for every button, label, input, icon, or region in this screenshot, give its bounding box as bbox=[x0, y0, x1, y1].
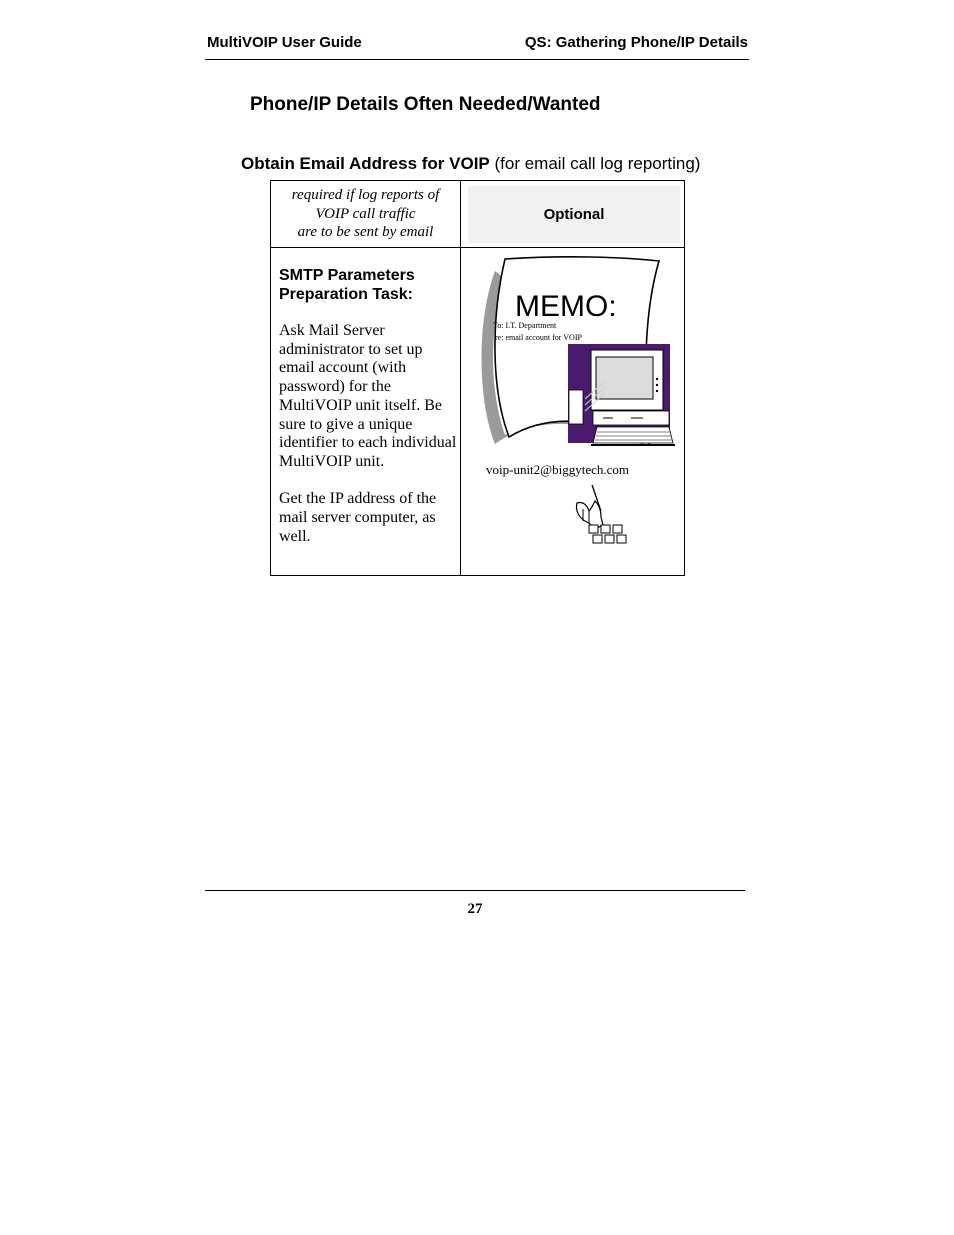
memo-to-line: To: I.T. Department bbox=[493, 321, 557, 330]
computer-icon bbox=[568, 344, 675, 445]
requirement-line-2: VOIP call traffic bbox=[315, 205, 416, 222]
subsection-title-main: Obtain Email Address for VOIP bbox=[241, 154, 490, 173]
section-title: Phone/IP Details Often Needed/Wanted bbox=[250, 94, 601, 115]
key-4 bbox=[593, 535, 602, 543]
memo-illustration bbox=[473, 249, 683, 479]
task-paragraph-2: Get the IP address of the mail server computer, as well. bbox=[279, 490, 437, 545]
key-5 bbox=[605, 535, 614, 543]
monitor-screen bbox=[596, 357, 653, 399]
key-2 bbox=[601, 525, 610, 533]
task-body bbox=[279, 322, 459, 565]
subsection-title bbox=[241, 154, 700, 174]
requirements-table bbox=[270, 180, 685, 576]
header-chapter-title: QS: Gathering Phone/IP Details bbox=[524, 34, 748, 51]
key-1 bbox=[589, 525, 598, 533]
task-title: SMTP Parameters Preparation Task: bbox=[279, 267, 415, 303]
key-6 bbox=[617, 535, 626, 543]
header-guide-title: MultiVOIP User Guide bbox=[207, 34, 362, 51]
monitor-button-3 bbox=[656, 390, 658, 392]
memo-heading: MEMO: bbox=[515, 290, 617, 323]
status-label: Optional bbox=[543, 206, 605, 223]
monitor-button-2 bbox=[656, 384, 658, 386]
monitor-button-1 bbox=[656, 378, 658, 380]
status-cell bbox=[468, 186, 680, 243]
task-paragraph-1: Ask Mail Server administrator to set up email account (with password) for the MultiVOIP unit itself. Be sure to give a unique identifier to each individual MultiVOIP unit. bbox=[279, 322, 457, 470]
memo-re-line: re: email account for VOIP bbox=[495, 333, 582, 342]
computer-tower bbox=[569, 390, 583, 424]
requirement-line-1: required if log reports of bbox=[291, 187, 440, 203]
footer-rule bbox=[205, 890, 745, 891]
requirement-note bbox=[271, 186, 460, 242]
key-3 bbox=[613, 525, 622, 533]
table-column-divider bbox=[460, 181, 461, 575]
table-row-divider bbox=[271, 247, 684, 248]
memo-email-address: voip-unit2@biggytech.com bbox=[486, 462, 630, 477]
header-rule bbox=[205, 59, 749, 60]
subsection-title-note: (for email call log reporting) bbox=[494, 154, 701, 173]
keyboard bbox=[593, 427, 673, 443]
page-number: 27 bbox=[467, 901, 483, 917]
requirement-line-3: are to be sent by email bbox=[297, 224, 434, 240]
typing-hand-icon bbox=[571, 481, 641, 551]
